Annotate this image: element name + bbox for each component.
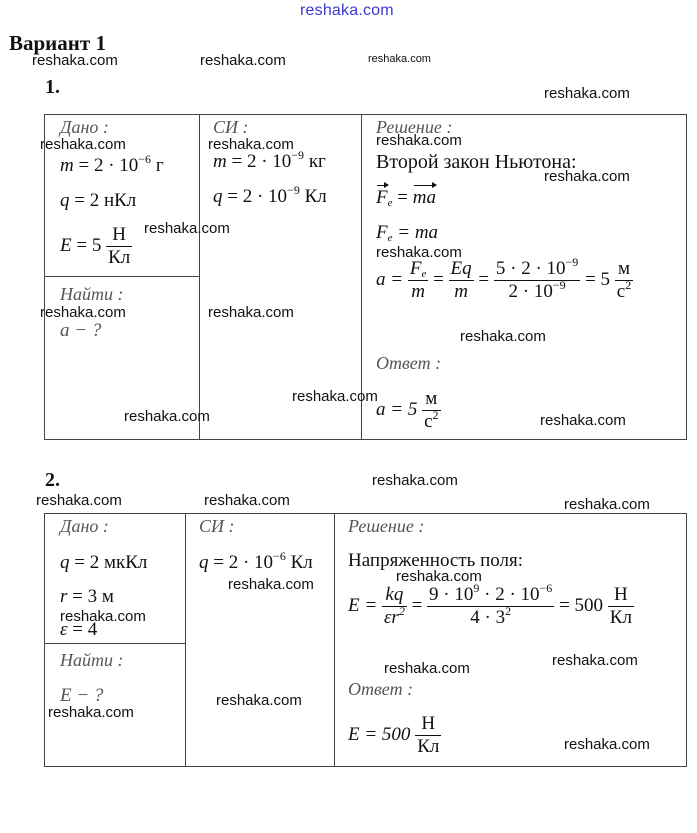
watermark: reshaka.com (228, 576, 314, 593)
watermark: reshaka.com (544, 168, 630, 185)
watermark: reshaka.com (564, 496, 650, 513)
watermark: reshaka.com (372, 472, 458, 489)
watermark: reshaka.com (384, 660, 470, 677)
answer-value: E = 500 $\frac{Н}{Кл}$ (348, 713, 440, 757)
given-permittivity: ε = 4 (60, 619, 98, 640)
watermark: reshaka.com (48, 704, 134, 721)
si-header: СИ : (199, 516, 235, 536)
watermark: reshaka.com (396, 568, 482, 585)
answer-header: Ответ : (376, 353, 442, 373)
watermark: reshaka.com (124, 408, 210, 425)
watermark: reshaka.com (216, 692, 302, 709)
find-value: a − ? (60, 320, 102, 341)
given-charge: q = 2 мкКл (60, 552, 148, 573)
watermark: reshaka.com (552, 652, 638, 669)
watermark: reshaka.com (376, 244, 462, 261)
watermark: reshaka.com (40, 136, 126, 153)
watermark: reshaka.com (36, 492, 122, 509)
watermark: reshaka.com (292, 388, 378, 405)
si-charge: $q = 2 \cdot 10^{-9}$ Кл (213, 183, 327, 207)
si-header: СИ : (213, 117, 249, 137)
watermark: reshaka.com (564, 736, 650, 753)
problem2-number: 2. (45, 469, 60, 491)
given-distance: r = 3 м (60, 586, 114, 607)
site-watermark-top[interactable]: reshaka.com (300, 2, 394, 19)
watermark: reshaka.com (200, 52, 286, 69)
field-strength-title: Напряженность поля: (348, 550, 523, 571)
newton-law-title: Второй закон Ньютона: (376, 151, 577, 173)
watermark: reshaka.com (376, 132, 462, 149)
watermark: reshaka.com (40, 304, 126, 321)
watermark: reshaka.com (544, 85, 630, 102)
find-value: E − ? (60, 685, 104, 706)
answer-header: Ответ : (348, 679, 414, 699)
solution-header: Решение : (376, 117, 453, 137)
si-mass: $m = 2 \cdot 10^{-9}$ кг (213, 148, 326, 172)
answer-value: a = 5 $\frac{м}{с^2}$ (376, 388, 439, 432)
watermark: reshaka.com (204, 492, 290, 509)
watermark: reshaka.com (208, 136, 294, 153)
variant-title: Вариант 1 (9, 31, 106, 55)
given-charge: q = 2 нКл (60, 190, 137, 211)
watermark: reshaka.com (32, 52, 118, 69)
watermark: reshaka.com (60, 608, 146, 625)
given-header: Дано : (60, 516, 109, 536)
find-header: Найти : (60, 650, 124, 670)
watermark: reshaka.com (540, 412, 626, 429)
problem1-number: 1. (45, 76, 60, 98)
si-charge: $q = 2 \cdot 10^{-6}$ Кл (199, 549, 313, 573)
find-header: Найти : (60, 284, 124, 304)
watermark: reshaka.com (368, 53, 431, 65)
given-header: Дано : (60, 117, 109, 137)
solution-header: Решение : (348, 516, 425, 536)
watermark: reshaka.com (144, 220, 230, 237)
formula-scalar: $F_e$ = ma (376, 222, 439, 244)
formula-vector: $F_e$ = ma (376, 187, 436, 209)
watermark: reshaka.com (208, 304, 294, 321)
given-field: E = 5 $\frac{Н}{Кл}$ (60, 224, 131, 268)
formula-acceleration: a = $\frac{F_e}{m}$ = $\frac{Eq}{m}$ = $\frac{5 \cdot 2 \cdot 10^{-9}}{2 \cdot 10^{-9}}$ = 5 $\frac{м}{с^2}$ (376, 255, 632, 302)
formula-field: E = $\frac{kq}{\varepsilon r^2}$ = $\frac{9 \cdot 10^9 \cdot 2 \cdot 10^{-6}}{4 \cdot 3^2}$ = 500 $\frac{Н}{Кл}$ (348, 581, 632, 628)
given-mass: $m = 2 \cdot 10^{-6}$ г (60, 152, 164, 176)
watermark: reshaka.com (460, 328, 546, 345)
